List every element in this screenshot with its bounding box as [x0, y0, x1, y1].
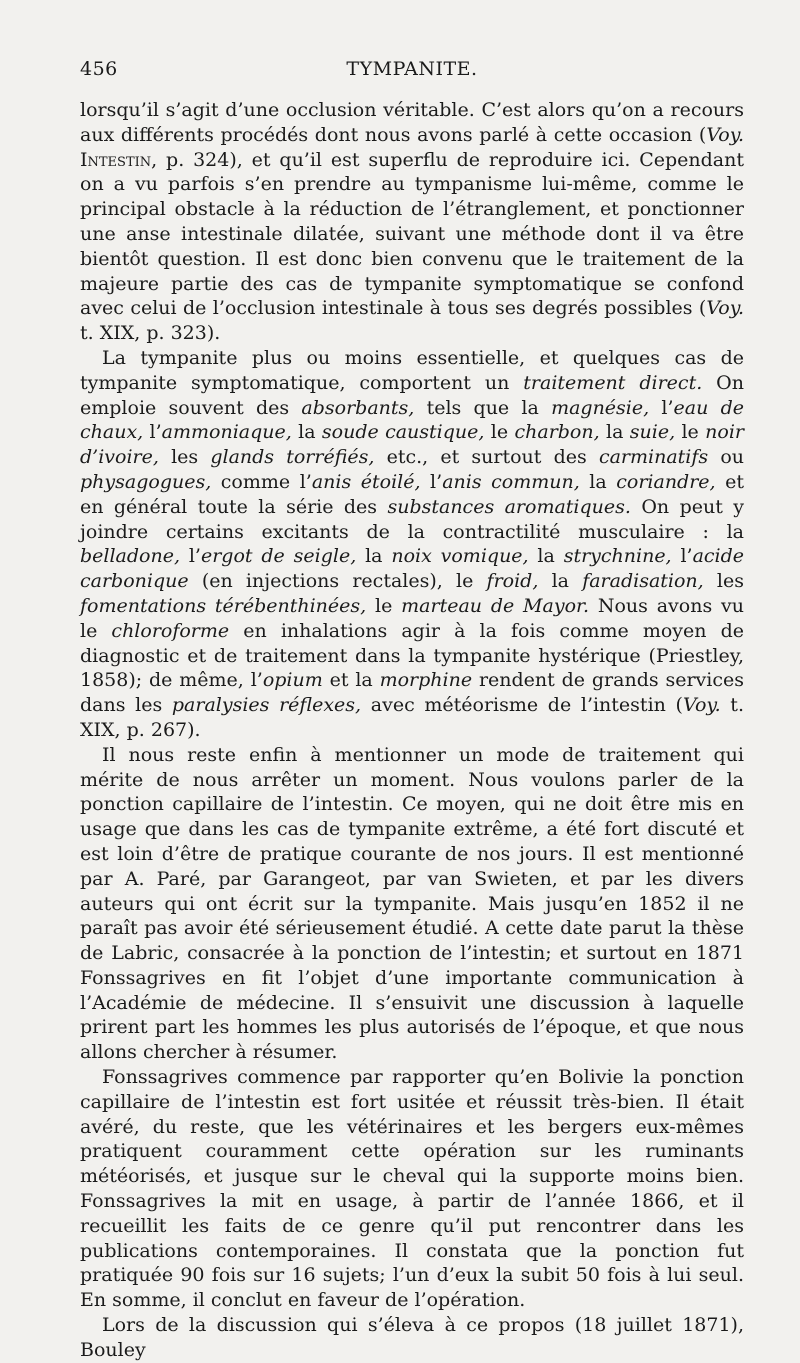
cross-reference: Intestin [80, 148, 152, 171]
paragraph-3: Il nous reste enfin à mentionner un mode de traitement qui mérite de nous arrêter un moment. Nous voulons parler de la ponction capillaire de l’intestin. Ce moyen, qui ne doit être mis en usage que dans les cas de tympanite extrême, a été fort discuté et est loin d’être de pratique courante de nos jours. Il est mentionné par A. Paré, par Garangeot, par van Swieten, et par les divers auteurs qui ont écrit sur la tympanite. Mais jusqu’en 1852 il ne paraît pas avoir été sérieusement étudié. A cette date parut la thèse de Labric, consacrée à la ponction de l’intestin; et surtout en 1871 Fonssagrives en fit l’objet d’une importante communication à l’Académie de médecine. Il s’ensuivit une discussion à laquelle prirent part les hommes les plus autorisés de l’époque, et que nous allons chercher à résumer. [80, 743, 744, 1064]
body-text [80, 98, 744, 1363]
paragraph-4: Fonssagrives commence par rapporter qu’en Bolivie la ponction capillaire de l’intestin est fort usitée et réussit très-bien. Il était avéré, du reste, que les vétérinaires et les bergers eux-mêmes pratiquent couramment cette opération sur les ruminants météorisés, et jusque sur le cheval qui la supporte moins bien. Fonssagrives la mit en usage, à partir de l’année 1866, et il recueillit les faits de ce genre qu’il put rencontrer dans les publications contemporaines. Il constata que la ponction fut pratiquée 90 fois sur 16 sujets; l’un d’eux la subit 50 fois à lui seul. En somme, il conclut en faveur de l’opération. [80, 1066, 744, 1312]
page-header [80, 58, 744, 88]
running-title: TYMPANITE. [346, 58, 478, 80]
paragraph-2: La tympanite plus ou moins essentielle, et quelques cas de tympanite symptomatique, comportent un traitement direct. On emploie souvent des absorbants, tels que la magnésie, l’eau de chaux, l’ammoniaque, la soude caustique, le charbon, la suie, le noir d’ivoire, les glands torréfiés, etc., et surtout des carminatifs ou physagogues, comme l’anis étoilé, l’anis commun, la coriandre, et en général toute la série des substances aromatiques. On peut y joindre certains excitants de la contractilité musculaire : la belladone, l’ergot de seigle, la noix vomique, la strychnine, l’acide carbonique (en injections rectales), le froid, la faradisation, les fomentations térébenthinées, le marteau de Mayor. Nous avons vu le chloroforme en inhalations agir à la fois comme moyen de diagnostic et de traitement dans la tympanite hystérique (Priestley, 1858); de même, l’opium et la morphine rendent de grands services dans les paralysies réflexes, avec météorisme de l’intestin (Voy. t. XIX, p. 267). [80, 346, 745, 741]
paragraph-5: Lors de la discussion qui s’éleva à ce propos (18 juillet 1871), Bouley [80, 1314, 744, 1361]
page-number: 456 [80, 58, 118, 80]
paragraph-1: lorsqu’il s’agit d’une occlusion véritable. C’est alors qu’on a recours aux différents procédés dont nous avons parlé à cette occasion (Voy. Intestin, p. 324), et qu’il est superflu de reproduire ici. Cependant on a vu parfois s’en prendre au tympanisme lui-même, comme le principal obstacle à la réduction de l’étranglement, et ponctionner une anse intestinale dilatée, suivant une méthode dont il va être bientôt question. Il est donc bien convenu que le traitement de la majeure partie des cas de tympanite symptomatique se confond avec celui de l’occlusion intestinale à tous ses degrés possibles (Voy. t. XIX, p. 323). [80, 99, 744, 345]
